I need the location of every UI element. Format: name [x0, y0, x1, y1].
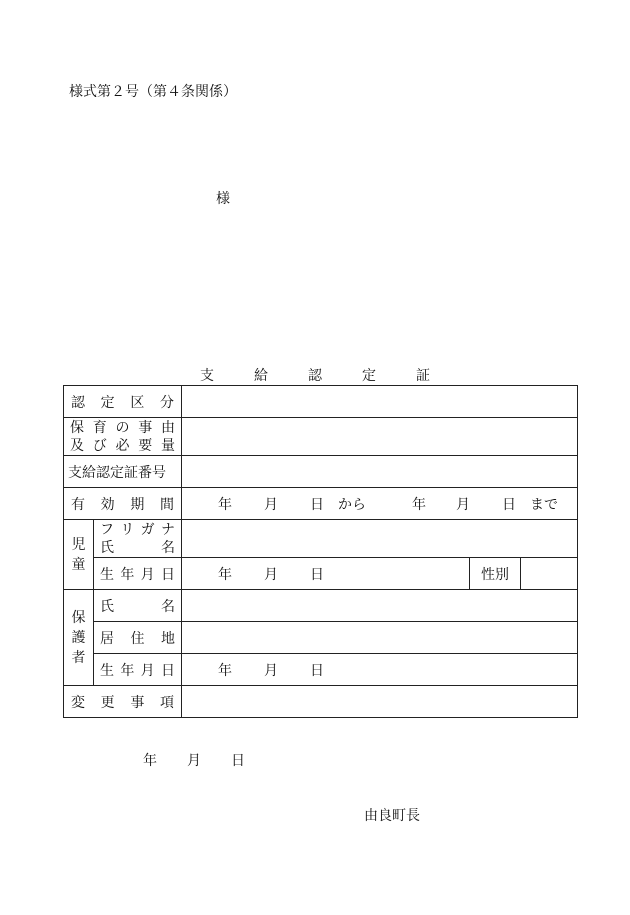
row-validity-period: [64, 488, 578, 520]
row-childcare-reason: [64, 418, 578, 456]
row-guardian-name: [64, 590, 578, 622]
label-gender: 性別: [470, 558, 521, 590]
row-guardian-birthdate: [64, 654, 578, 686]
value-certification-category[interactable]: [182, 386, 578, 418]
issuer-name: 由良町長: [364, 808, 420, 824]
value-childcare-reason[interactable]: [182, 418, 578, 456]
value-child-name[interactable]: [182, 520, 578, 558]
title-char: 認: [308, 368, 322, 384]
addressee-suffix: 様: [216, 191, 230, 207]
value-guardian-name[interactable]: [182, 590, 578, 622]
label-childcare-reason: 保 育 の 事 由 及 び 必 要 量: [64, 418, 182, 456]
title-char: 定: [362, 368, 376, 384]
value-certificate-number[interactable]: [182, 456, 578, 488]
title-char: 給: [254, 368, 268, 384]
row-guardian-address: [64, 622, 578, 654]
value-guardian-address[interactable]: [182, 622, 578, 654]
label-changes: 変 更 事 項: [64, 686, 182, 718]
row-child-name: [64, 520, 578, 558]
label-child-group: 児 童: [64, 520, 94, 590]
label-guardian-birthdate: 生 年 月 日: [94, 654, 182, 686]
value-validity-period[interactable]: 年 月 日 から 年 月 日 まで: [182, 488, 578, 520]
row-child-birthdate: [64, 558, 578, 590]
value-guardian-birthdate[interactable]: 年 月 日: [182, 654, 578, 686]
issue-date: 年 月 日: [143, 753, 245, 769]
label-certification-category: 認 定 区 分: [64, 386, 182, 418]
row-certification-category: [64, 386, 578, 418]
row-certificate-number: [64, 456, 578, 488]
label-validity-period: 有 効 期 間: [64, 488, 182, 520]
value-changes[interactable]: [182, 686, 578, 718]
label-guardian-group: 保 護 者: [64, 590, 94, 686]
title-char: 証: [416, 368, 430, 384]
label-guardian-address: 居 住 地: [94, 622, 182, 654]
value-gender[interactable]: [521, 558, 578, 590]
document-title: [0, 369, 630, 383]
label-child-birthdate: 生 年 月 日: [94, 558, 182, 590]
value-child-birthdate[interactable]: 年 月 日: [182, 558, 470, 590]
label-guardian-name: 氏 名: [94, 590, 182, 622]
form-number: 様式第２号（第４条関係）: [69, 84, 237, 100]
label-child-furigana-name: フ リ ガ ナ 氏 名: [94, 520, 182, 558]
title-char: 支: [200, 368, 214, 384]
certificate-table: [63, 385, 578, 718]
label-certificate-number: 支給認定証番号: [64, 456, 182, 488]
row-changes: [64, 686, 578, 718]
